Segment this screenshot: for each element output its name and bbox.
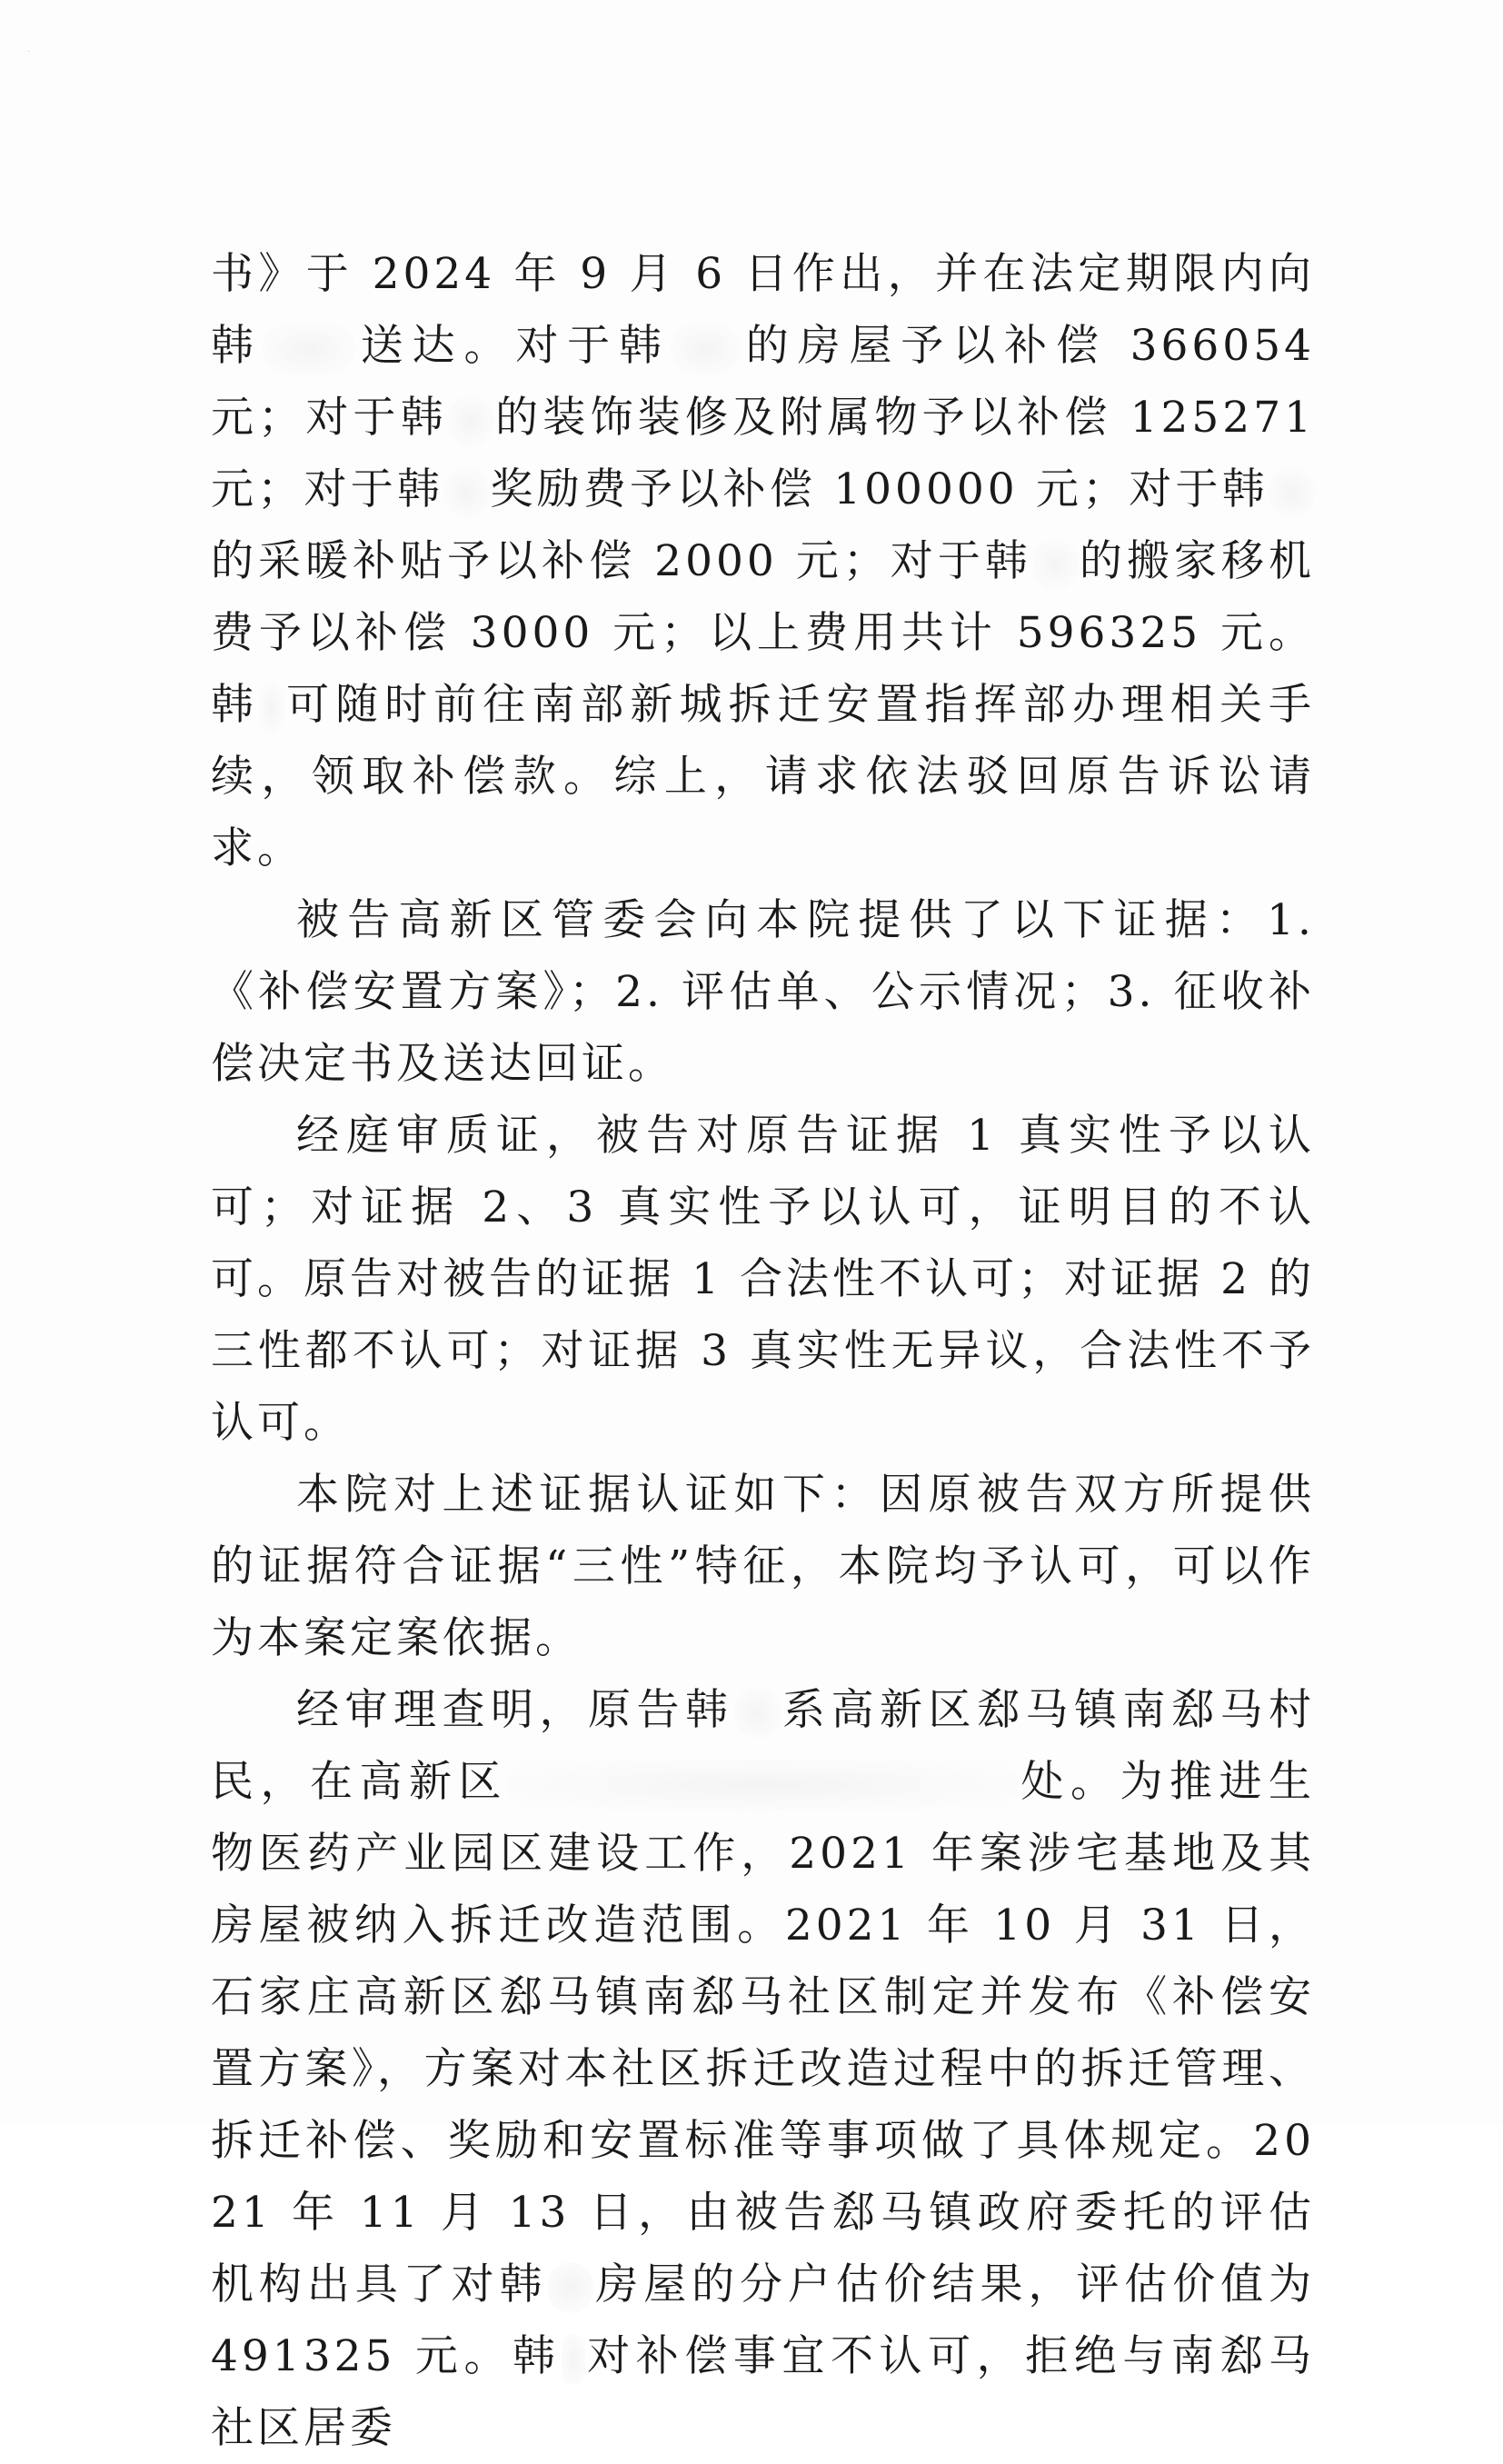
redaction-mark xyxy=(443,467,490,518)
redaction-mark xyxy=(562,2334,585,2385)
paragraph-text: 书》于 2024 年 9 月 6 日作出，并在法定期限内向韩 xyxy=(211,249,1315,371)
paragraph-p1 xyxy=(211,238,1315,884)
redaction-mark xyxy=(671,324,741,374)
paragraph-text: 被告高新区管委会向本院提供了以下证据：1.《补偿安置方案》；2. 评估单、公示情况；3. 征收补偿决定书及送达回证。 xyxy=(211,895,1315,1089)
redaction-mark xyxy=(448,395,494,446)
paragraph-text: 奖励费予以补偿 100000 元；对于韩 xyxy=(490,464,1269,514)
paragraph-text: 的房屋予以补偿 366054 元；对于韩 xyxy=(211,321,1316,443)
paragraph-text: 经审理查明，原告韩 xyxy=(296,1685,734,1735)
paragraph-p2 xyxy=(211,884,1315,1100)
paragraph-p5 xyxy=(211,1674,1315,2464)
paragraph-text: 可随时前往南部新城拆迁安置指挥部办理相关手续，领取补偿款。综上，请求依法驳回原告诉讼请求。 xyxy=(211,680,1316,873)
paragraph-text: 处。为推进生物医药产业园区建设工作，2021 年案涉宅基地及其房屋被纳入拆迁改造范围。2021 年 10 月 31 日，石家庄高新区郄马镇南郄马社区制定并发布《补偿安置方案》，方案对本社区拆迁改造过程中的拆迁管理、拆迁补偿、奖励和安置标准等事项做了具体规定。2021 年 11 月 13 日，由被告郄马镇政府委托的评估机构出具了对韩 xyxy=(211,1757,1315,2309)
redaction-mark xyxy=(1269,467,1315,518)
redaction-mark xyxy=(263,324,355,374)
redaction-mark xyxy=(547,2262,593,2313)
paragraph-text: 本院对上述证据认证如下：因原被告双方所提供的证据符合证据“三性”特征，本院均予认可，可以作为本案定案依据。 xyxy=(211,1470,1315,1663)
paragraph-text: 的搬家移机费予以补偿 3000 元；以上费用共计 596325 元。韩 xyxy=(211,536,1315,730)
redaction-mark xyxy=(260,683,284,733)
paragraph-text: 系高新区郄马镇南郄马村民，在高新区 xyxy=(211,1685,1315,1807)
paragraph-text: 经庭审质证，被告对原告证据 1 真实性予以认可；对证据 2、3 真实性予以认可，证明目的不认可。原告对被告的证据 1 合法性不认可；对证据 2 的三性都不认可；对证据 3 真实性无异议，合法性不予认可。 xyxy=(211,1111,1315,1448)
redaction-mark xyxy=(508,1760,1018,1811)
paragraph-text: 送达。对于韩 xyxy=(354,321,671,371)
scan-corner-mark: · xyxy=(27,47,31,57)
paragraph-p3 xyxy=(211,1100,1315,1459)
redaction-mark xyxy=(1032,539,1079,590)
paragraph-p4 xyxy=(211,1459,1315,1674)
paragraph-text: 对补偿事宜不认可，拒绝与南郄马社区居委 xyxy=(211,2331,1316,2453)
paragraph-text: 的装饰装修及附属物予以补偿 125271 元；对于韩 xyxy=(211,393,1316,514)
document-body xyxy=(211,238,1315,2464)
redaction-mark xyxy=(734,1688,781,1739)
paragraph-text: 房屋的分户估价结果，评估价值为 491325 元。韩 xyxy=(211,2259,1316,2381)
paragraph-text: 的采暖补贴予以补偿 2000 元；对于韩 xyxy=(211,536,1032,586)
